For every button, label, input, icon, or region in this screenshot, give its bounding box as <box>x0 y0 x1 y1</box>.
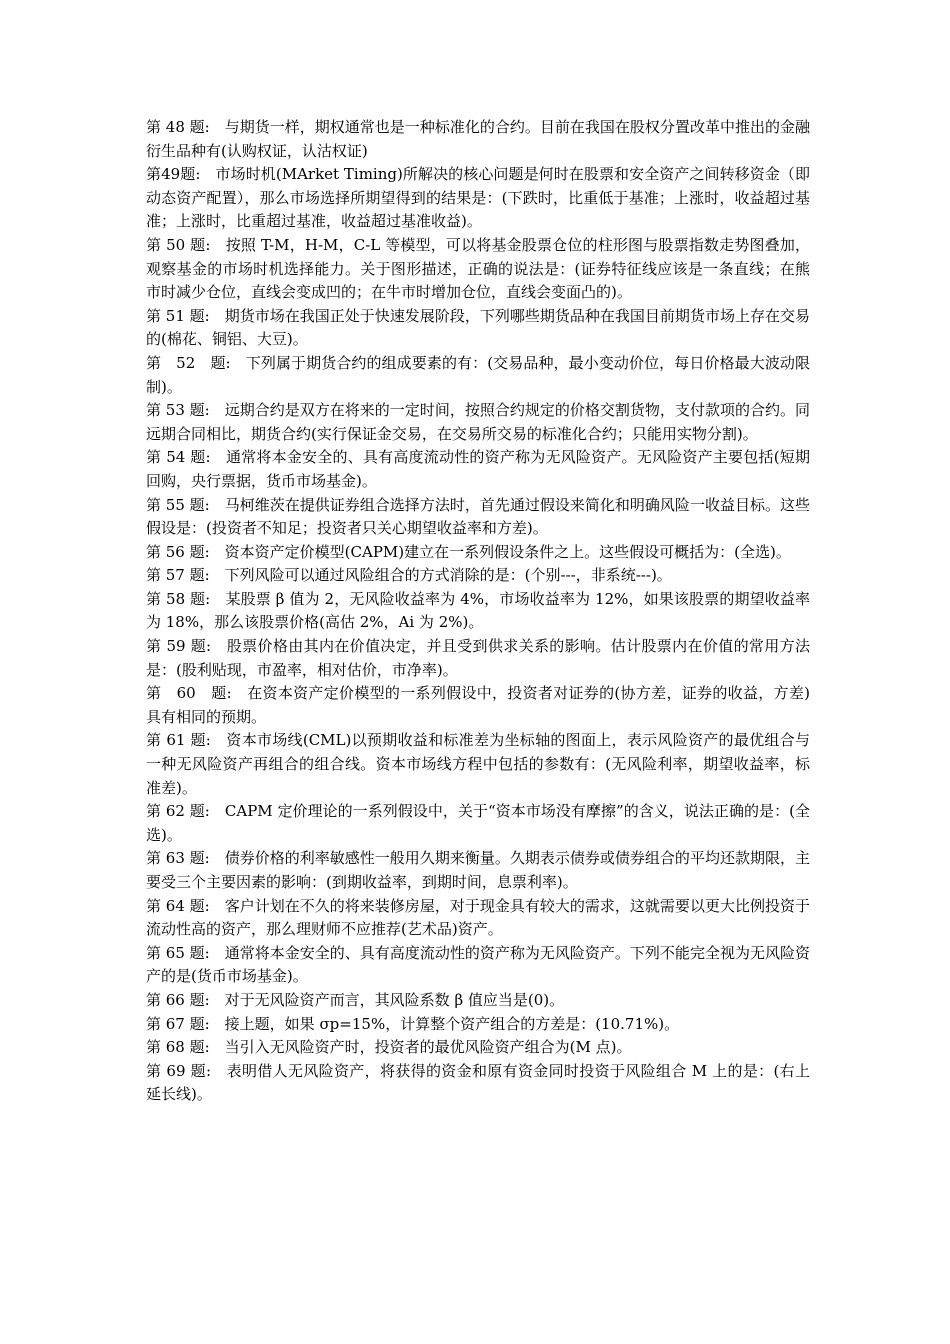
question-48: 第 48 题: 与期货一样，期权通常也是一种标准化的合约。目前在我国在股权分置改革中推出的金融衍生品种有(认购权证，认沽权证) <box>146 118 810 160</box>
question-68: 第 68 题: 当引入无风险资产时，投资者的最优风险资产组合为(M 点)。 <box>146 1038 632 1057</box>
question-69: 第 69 题: 表明借人无风险资产，将获得的资金和原有资金同时投资于风险组合 M 上的是：(右上延长线)。 <box>146 1061 810 1104</box>
question-62: 第 62 题: CAPM 定价理论的一系列假设中，关于“资本市场没有摩擦”的含义，说法正确的是：(全选)。 <box>146 802 810 844</box>
question-66: 第 66 题: 对于无风险资产而言，其风险系数 β 值应当是(0)。 <box>146 990 565 1009</box>
question-64: 第 64 题: 客户计划在不久的将来装修房屋，对于现金具有较大的需求，这就需要以更大比例投资于流动性高的资产，那么理财师不应推荐(艺术品)资产。 <box>146 896 810 939</box>
question-50: 第 50 题: 按照 T-M，H-M，C-L 等模型，可以将基金股票仓位的柱形图与股票指数走势图叠加，观察基金的市场时机选择能力。关于图形描述，正确的说法是：(证券特征线应该是一条直线；在熊市时减少仓位，直线会变成凹的；在牛市时增加仓位，直线会变面凸的)。 <box>146 235 810 302</box>
question-54: 第 54 题: 通常将本金安全的、具有高度流动性的资产称为无风险资产。无风险资产主要包括(短期回购，央行票据，货币市场基金)。 <box>146 448 810 490</box>
question-52: 第 52 题: 下列属于期货合约的组成要素的有：(交易品种，最小变动价位，每日价格最大波动限制)。 <box>146 353 810 396</box>
question-61: 第 61 题: 资本市场线(CML)以预期收益和标准差为坐标轴的图面上，表示风险资产的最优组合与一种无风险资产再组合的组合线。资本市场线方程中包括的参数有：(无风险利率，期望收益率，标准差)。 <box>146 731 810 797</box>
question-56: 第 56 题: 资本资产定价模型(CAPM)建立在一系列假设条件之上。这些假设可概括为：(全选)。 <box>146 542 791 561</box>
question-67: 第 67 题: 接上题，如果 σp=15%，计算整个资产组合的方差是：(10.71%)。 <box>146 1014 680 1033</box>
question-53: 第 53 题: 远期合约是双方在将来的一定时间，按照合约规定的价格交割货物，支付款项的合约。同远期合同相比，期货合约(实行保证金交易，在交易所交易的标准化合约；只能用实物分割)。 <box>146 401 810 443</box>
question-49: 第49题: 市场时机(MArket Timing)所解决的核心问题是何时在股票和安全资产之间转移资金（即动态资产配置），那么市场选择所期望得到的结果是：(下跌时，比重低于基准；上涨时，收益超过基准；上涨时，比重超过基准，收益超过基准收益)。 <box>146 165 810 231</box>
question-58: 第 58 题: 某股票 β 值为 2，无风险收益率为 4%，市场收益率为 12%，如果该股票的期望收益率为 18%，那么该股票价格(高估 2%，Ai 为 2%)。 <box>146 589 810 632</box>
question-65: 第 65 题: 通常将本金安全的、具有高度流动性的资产称为无风险资产。下列不能完全视为无风险资产的是(货币市场基金)。 <box>146 943 810 986</box>
question-51: 第 51 题: 期货市场在我国正处于快速发展阶段，下列哪些期货品种在我国目前期货市场上存在交易的(棉花、铜铝、大豆)。 <box>146 306 810 349</box>
question-60: 第 60 题: 在资本资产定价模型的一系列假设中，投资者对证券的(协方差，证券的收益，方差)具有相同的预期。 <box>146 684 810 726</box>
question-57: 第 57 题: 下列风险可以通过风险组合的方式消除的是：(个别---，非系统---)。 <box>146 566 672 585</box>
question-63: 第 63 题: 债券价格的利率敏感性一般用久期来衡量。久期表示债券或债券组合的平均还款期限，主要受三个主要因素的影响：(到期收益率，到期时间，息票利率)。 <box>146 849 810 891</box>
question-55: 第 55 题: 马柯维茨在提供证券组合选择方法时，首先通过假设来简化和明确风险一收益目标。这些假设是：(投资者不知足；投资者只关心期望收益率和方差)。 <box>146 495 810 538</box>
question-59: 第 59 题: 股票价格由其内在价值决定，并且受到供求关系的影响。估计股票内在价值的常用方法是：(股利贴现，市盈率，相对估价，市净率)。 <box>146 637 810 679</box>
document-body <box>146 116 810 1107</box>
